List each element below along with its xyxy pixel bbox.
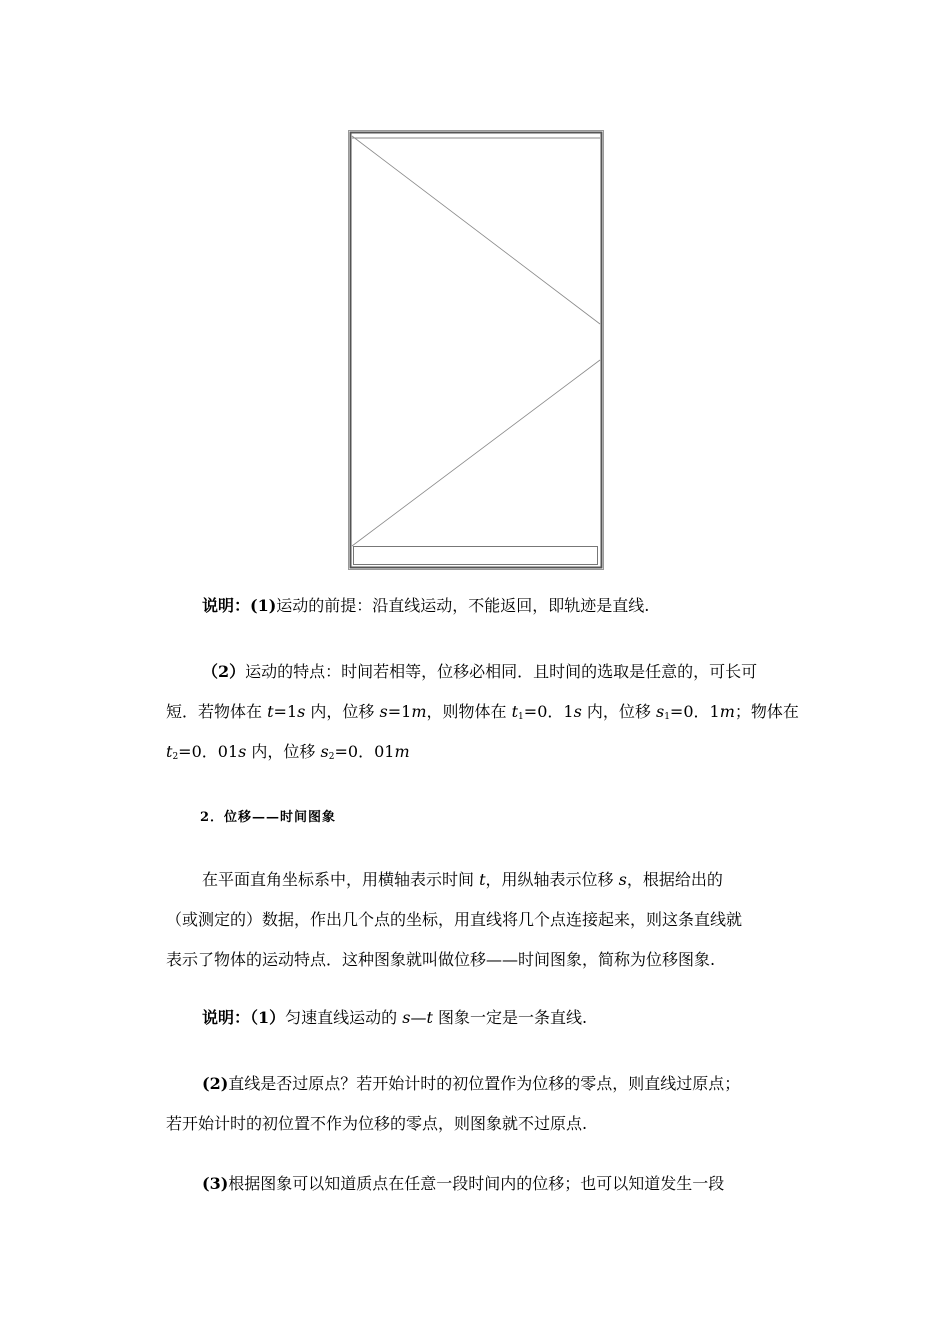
var-t: t [267,702,274,721]
text-run: =0．1 [523,702,574,721]
var-t: t [479,870,486,889]
text-run: ，根据给出的 [626,870,723,889]
note-2-line-3 [166,732,806,772]
text-run: =0．01 [178,742,239,761]
text-run: 图象一定是一条直线. [432,1008,588,1027]
note-4-number: (2) [202,1074,229,1093]
subscript: 1 [518,712,524,722]
subscript: 2 [328,752,335,762]
var-s: s [402,1008,411,1027]
note-3-label: 说明： [202,1008,251,1027]
text-run: 根据图象可以知道质点在任意一段时间内的位移；也可以知道发生一段 [228,1174,725,1193]
text-run: 内，位移 [581,702,656,721]
text-run: ，用纵轴表示位移 [485,870,619,889]
paragraph-line-3: 表示了物体的运动特点．这种图象就叫做位移——时间图象，简称为位移图象. [166,950,716,969]
unit-s: s [573,702,582,721]
paragraph-line-2: （或测定的）数据，作出几个点的坐标，用直线将几个点连接起来，则这条直线就 [166,910,743,929]
note-4-line-1 [166,1064,842,1104]
figure-placeholder [348,130,604,570]
text-run: 匀速直线运动的 [285,1008,403,1027]
text-run: 直线是否过原点？若开始计时的初位置作为位移的零点，则直线过原点； [228,1074,741,1093]
text-run: ；物体在 [734,702,799,721]
var-s: s [379,702,388,721]
note-5-number: (3) [202,1174,229,1193]
text-run: =0．01 [334,742,395,761]
subscript: 2 [172,752,179,762]
subscript: 1 [664,712,670,722]
unit-m: m [394,742,410,761]
unit-s: s [297,702,306,721]
text-run: 短．若物体在 [166,702,268,721]
figure-frame [348,130,604,570]
text-run: =1 [273,702,298,721]
paragraph-line-1 [166,860,842,900]
note-2-line-2 [166,692,806,732]
note-2-number: （2） [202,662,246,681]
note-1-number: (1) [250,596,277,615]
unit-m: m [719,702,735,721]
note-3-number: （1） [250,1008,286,1027]
note-3 [166,998,842,1038]
text-run: 内，位移 [305,702,380,721]
unit-s: s [238,742,247,761]
unit-m: m [411,702,427,721]
var-s2: s [320,742,329,761]
var-s1: s [655,702,665,721]
text-run: =0．1 [669,702,720,721]
note-4-line-2: 若开始计时的初位置不作为位移的零点，则图象就不过原点. [166,1114,588,1133]
note-1-text: 运动的前提：沿直线运动，不能返回，即轨迹是直线. [276,596,650,615]
note-1 [166,586,842,626]
text-run: =1 [387,702,412,721]
note-1-label: 说明： [202,596,251,615]
var-s: s [618,870,627,889]
var-t2: t [166,742,173,761]
text-run: ，则物体在 [426,702,512,721]
text-run: — [410,1008,427,1027]
note-5-line-1 [166,1164,842,1204]
text-run: 内，位移 [246,742,321,761]
text-run: 在平面直角坐标系中，用横轴表示时间 [202,870,480,889]
note-2-line-1 [166,652,842,692]
var-t: t [426,1008,433,1027]
note-2-line1-text: 运动的特点：时间若相等，位移必相同．且时间的选取是任意的，可长可 [245,662,758,681]
section-heading: 2．位移——时间图象 [200,810,337,825]
var-t1: t [511,702,519,721]
